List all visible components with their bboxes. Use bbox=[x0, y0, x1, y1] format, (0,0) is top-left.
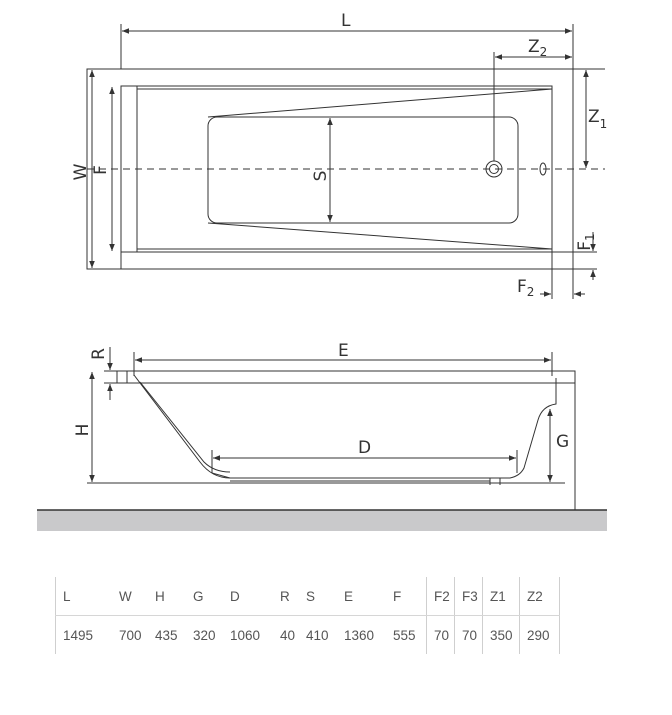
dimension-spec-table bbox=[55, 577, 560, 654]
floor-slab bbox=[37, 510, 607, 531]
spec-value-cell: 435 bbox=[155, 627, 178, 643]
label-F2: $F_2$ bbox=[517, 277, 535, 299]
label-H: H bbox=[73, 423, 93, 437]
spec-value-cell: 1495 bbox=[56, 616, 113, 655]
label-Z2: $Z_2$ bbox=[528, 37, 548, 59]
label-S: S bbox=[311, 170, 331, 182]
side-view bbox=[87, 347, 575, 510]
label-W: W bbox=[71, 163, 91, 181]
slope-line-lower bbox=[208, 223, 552, 249]
spec-value-cell: 1360 bbox=[344, 627, 375, 643]
spec-value-cell: 350 bbox=[483, 616, 520, 655]
spec-value-cell: 290 bbox=[520, 616, 560, 655]
top-view bbox=[87, 24, 608, 299]
tub-floor-top bbox=[208, 117, 518, 223]
spec-value-cell: 1060 bbox=[230, 627, 261, 643]
spec-header-cell: S bbox=[299, 577, 337, 616]
spec-header-cell: F bbox=[386, 577, 427, 616]
spec-header-cell: Z2 bbox=[520, 577, 560, 616]
spec-value-cell: 320 bbox=[193, 627, 216, 643]
spec-value-cell: 555 bbox=[386, 616, 427, 655]
label-F: F bbox=[91, 165, 111, 175]
label-Z1: $Z_1$ bbox=[588, 107, 608, 131]
spec-header-cell: R bbox=[273, 577, 299, 616]
spec-header-cell: F2 bbox=[427, 577, 455, 616]
tub-rim-side bbox=[117, 371, 575, 383]
label-G: G bbox=[556, 432, 570, 452]
label-L: L bbox=[341, 11, 351, 31]
label-F1: $F_1$ bbox=[575, 233, 597, 251]
spec-header-row bbox=[56, 577, 560, 616]
spec-header-cell: F3 bbox=[455, 577, 483, 616]
spec-value-cell: 70 bbox=[455, 616, 483, 655]
spec-header-cell: G bbox=[186, 577, 223, 616]
label-E: E bbox=[338, 341, 349, 361]
label-D: D bbox=[358, 438, 372, 458]
spec-value-cell: 40 bbox=[280, 627, 296, 643]
tub-body-side bbox=[134, 375, 556, 478]
spec-header-cell: W bbox=[112, 577, 148, 616]
label-R: R bbox=[89, 348, 109, 360]
spec-value-cell: 70 bbox=[427, 616, 455, 655]
spec-value-cell: 410 bbox=[306, 627, 329, 643]
spec-header-cell: L bbox=[56, 577, 113, 616]
spec-header-cell: H bbox=[148, 577, 186, 616]
spec-value-row bbox=[56, 616, 560, 655]
spec-header-cell: E bbox=[337, 577, 386, 616]
spec-header-cell: D bbox=[223, 577, 273, 616]
spec-header-cell: Z1 bbox=[483, 577, 520, 616]
spec-value-cell: 700 bbox=[119, 627, 142, 643]
